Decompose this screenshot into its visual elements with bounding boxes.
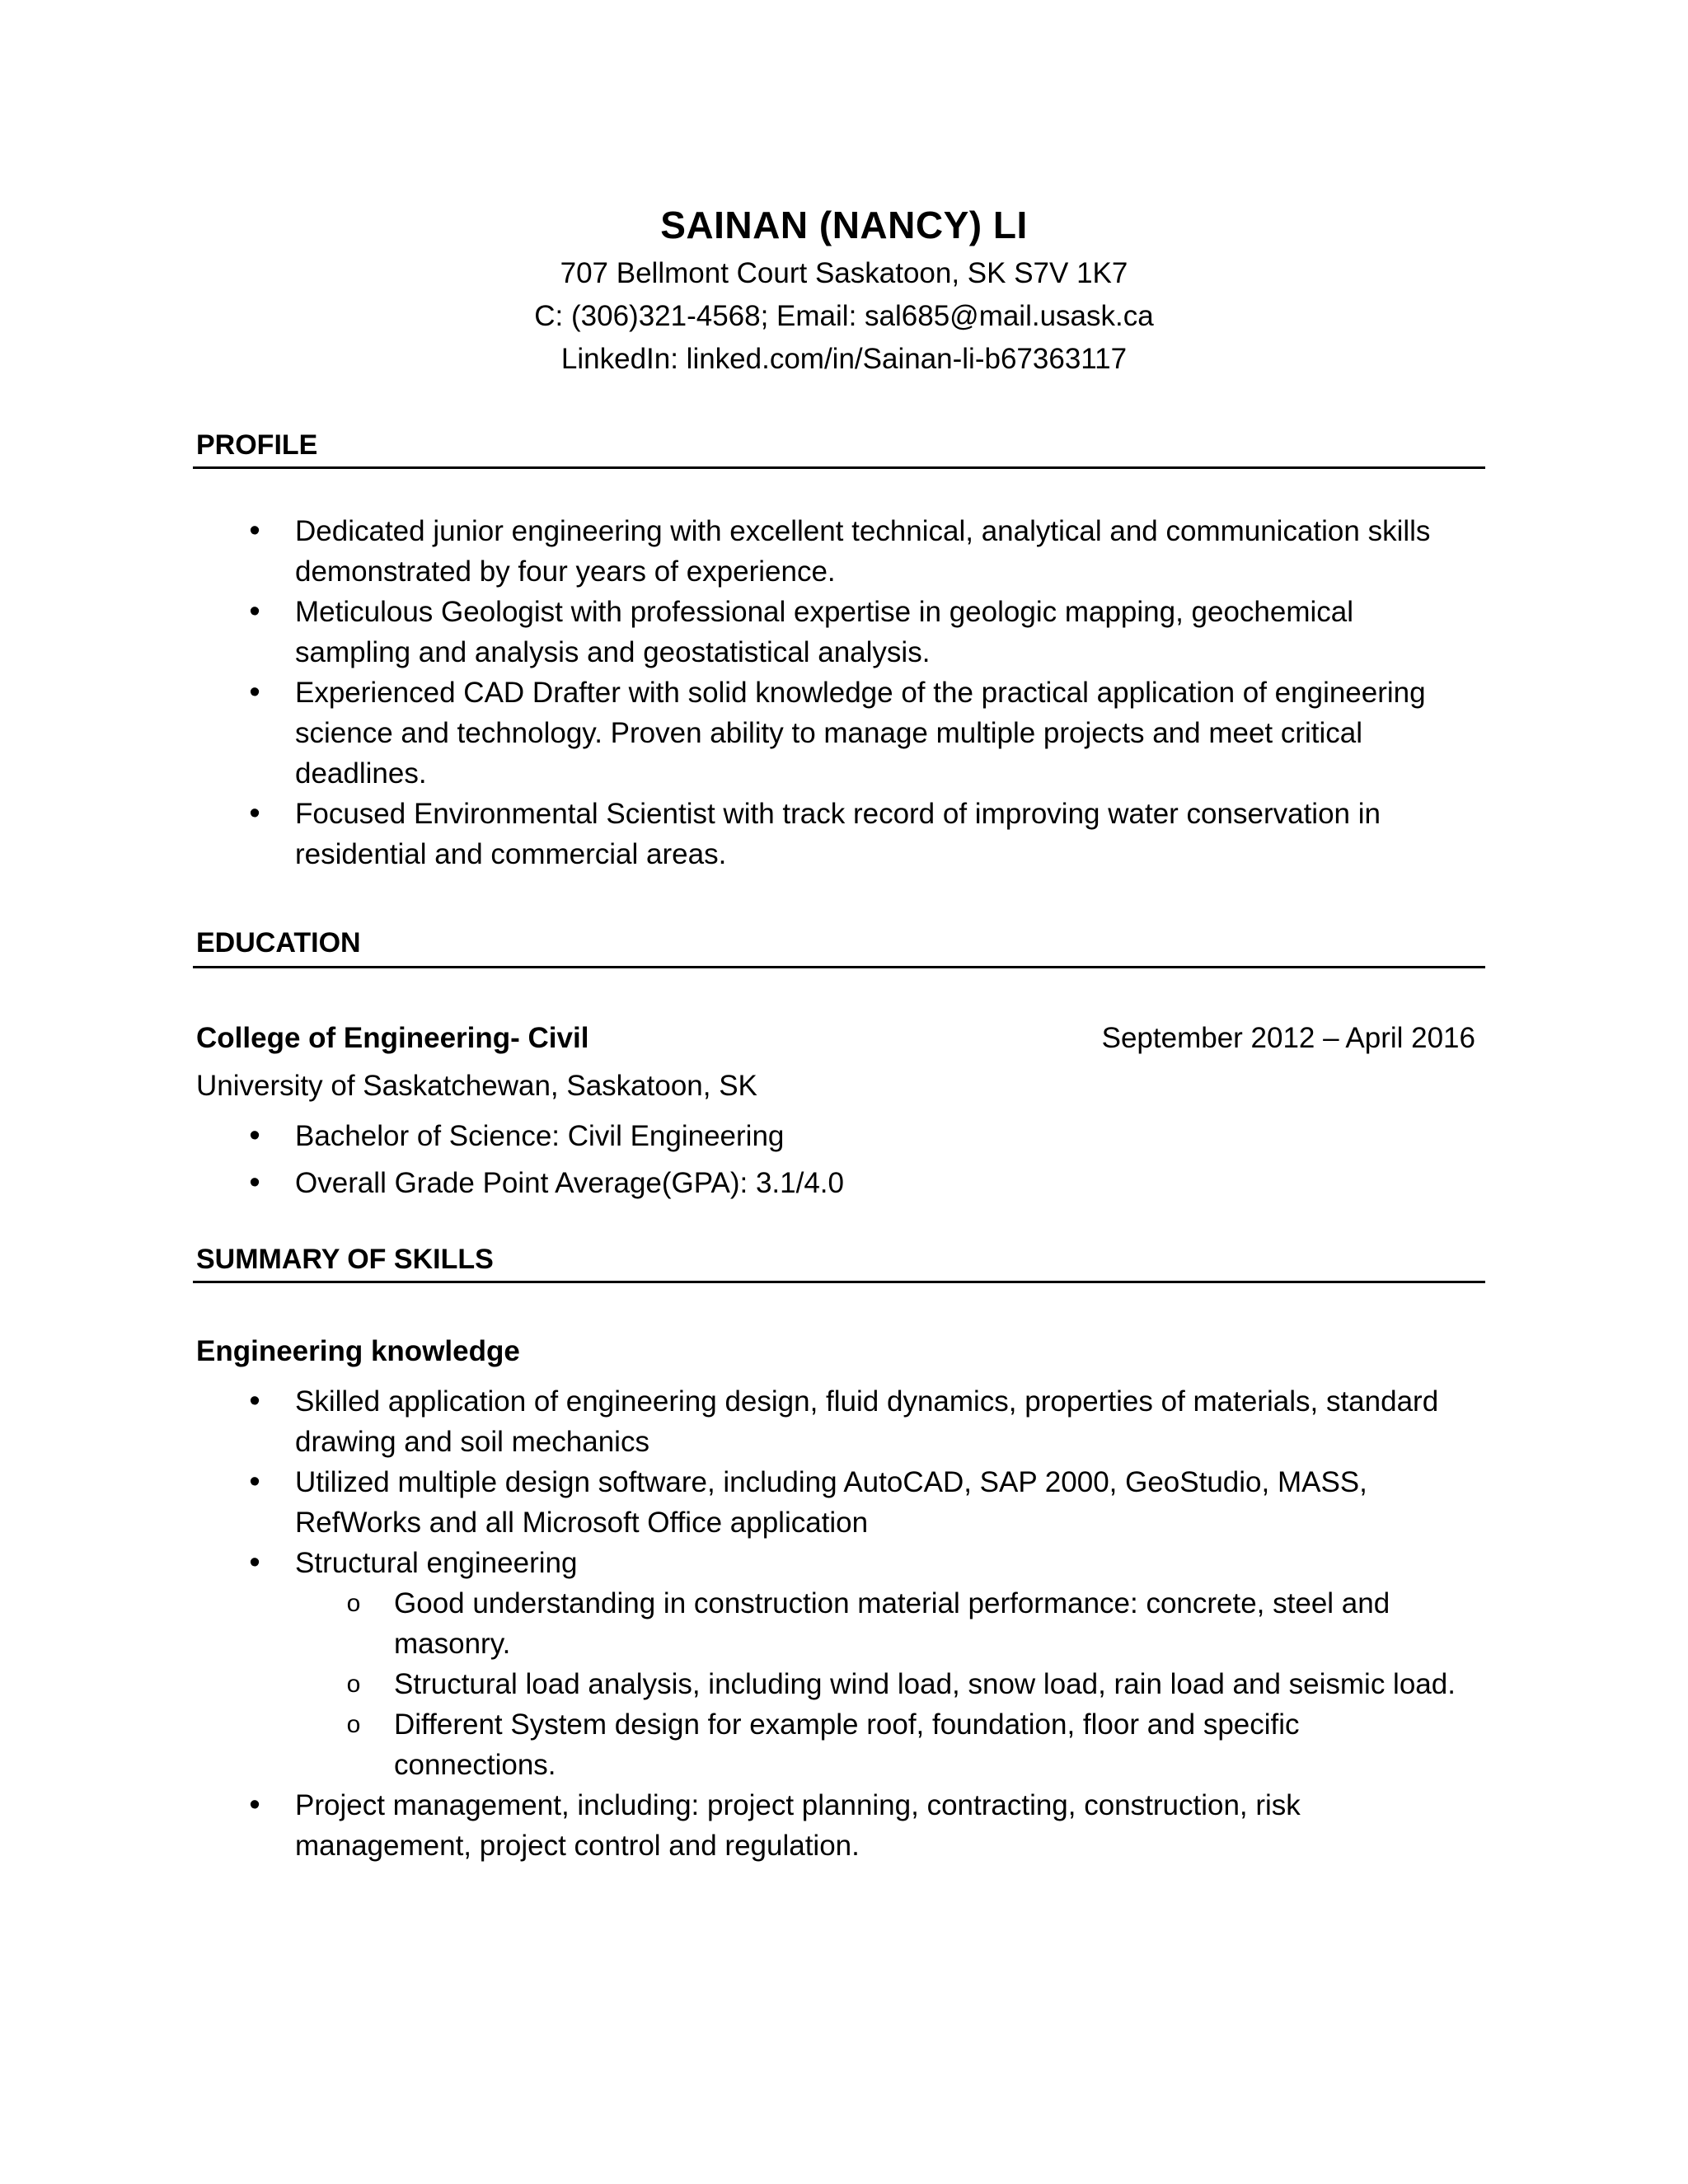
bullet-icon: • — [249, 513, 260, 548]
skill-item-text: Utilized multiple design software, including AutoCAD, SAP 2000, GeoStudio, MASS, RefWorks and all Microsoft Office application — [295, 1466, 1367, 1539]
profile-item-text: Meticulous Geologist with professional expertise in geologic mapping, geochemical sampling and analysis and geostatistical analysis. — [295, 596, 1354, 668]
structural-subitem-text: Good understanding in construction material performance: concrete, steel and masonry. — [394, 1587, 1390, 1660]
list-item — [196, 794, 1465, 874]
skill-item-text: Structural engineering — [295, 1547, 578, 1579]
structural-subitem-text: Structural load analysis, including wind load, snow load, rain load and seismic load. — [394, 1668, 1456, 1700]
list-item — [196, 1785, 1465, 1866]
profile-item-text: Dedicated junior engineering with excellent technical, analytical and communication skills demonstrated by four years of experience. — [295, 515, 1431, 588]
list-item — [196, 1381, 1465, 1462]
skills-divider — [193, 1281, 1485, 1283]
bullet-icon: • — [249, 594, 260, 629]
bullet-icon: • — [249, 675, 260, 710]
education-item-text: Overall Grade Point Average(GPA): 3.1/4.0 — [295, 1167, 844, 1199]
profile-item-text: Focused Environmental Scientist with track record of improving water conservation in residential and commercial areas. — [295, 798, 1381, 870]
list-item — [196, 1462, 1465, 1543]
address-line: 707 Bellmont Court Saskatoon, SK S7V 1K7 — [560, 257, 1128, 289]
school-name: College of Engineering- Civil — [196, 1022, 589, 1054]
profile-section-title: PROFILE — [196, 429, 318, 461]
list-item — [196, 1113, 1465, 1160]
bullet-icon: • — [249, 1465, 260, 1499]
list-item — [196, 1160, 1465, 1207]
bullet-icon: • — [249, 1118, 260, 1153]
skills-section-title: SUMMARY OF SKILLS — [196, 1244, 494, 1275]
structural-subitem-text: Different System design for example roof, foundation, floor and specific connections. — [394, 1708, 1300, 1781]
list-item — [295, 1704, 1465, 1785]
skills-subheading: Engineering knowledge — [196, 1335, 520, 1367]
education-section-title: EDUCATION — [196, 927, 361, 958]
resume-header — [0, 198, 1688, 381]
circle-bullet-icon: o — [346, 1671, 361, 1698]
bullet-icon: • — [249, 1384, 260, 1418]
list-item — [196, 1543, 1465, 1785]
education-entry-header — [196, 1017, 1475, 1060]
circle-bullet-icon: o — [346, 1711, 361, 1738]
skill-item-text: Project management, including: project planning, contracting, construction, risk management, project control and regulation. — [295, 1789, 1301, 1862]
university-location: University of Saskatchewan, Saskatoon, SK — [196, 1070, 757, 1102]
list-item — [295, 1583, 1465, 1664]
bullet-icon: • — [249, 1545, 260, 1580]
list-item — [196, 673, 1465, 794]
profile-list — [196, 511, 1465, 874]
list-item — [295, 1664, 1465, 1704]
phone-email-line: C: (306)321-4568; Email: sal685@mail.usask.ca — [534, 300, 1154, 332]
circle-bullet-icon: o — [346, 1590, 361, 1617]
education-item-text: Bachelor of Science: Civil Engineering — [295, 1120, 785, 1152]
profile-divider — [193, 466, 1485, 469]
bullet-icon: • — [249, 1165, 260, 1200]
profile-item-text: Experienced CAD Drafter with solid knowledge of the practical application of engineering science and technology. Proven ability to manage multiple projects and meet critical deadlines. — [295, 677, 1426, 790]
education-divider — [193, 966, 1485, 968]
candidate-name: SAINAN (NANCY) LI — [660, 204, 1028, 246]
list-item — [196, 592, 1465, 673]
education-list — [196, 1113, 1465, 1207]
bullet-icon: • — [249, 796, 260, 831]
list-item — [196, 511, 1465, 592]
bullet-icon: • — [249, 1788, 260, 1822]
linkedin-line: LinkedIn: linked.com/in/Sainan-li-b67363117 — [560, 343, 1128, 375]
skill-item-text: Skilled application of engineering design, fluid dynamics, properties of materials, standard drawing and soil mechanics — [295, 1385, 1439, 1458]
structural-sublist — [295, 1583, 1465, 1785]
skills-list — [196, 1381, 1465, 1866]
education-dates: September 2012 – April 2016 — [1101, 1022, 1475, 1054]
